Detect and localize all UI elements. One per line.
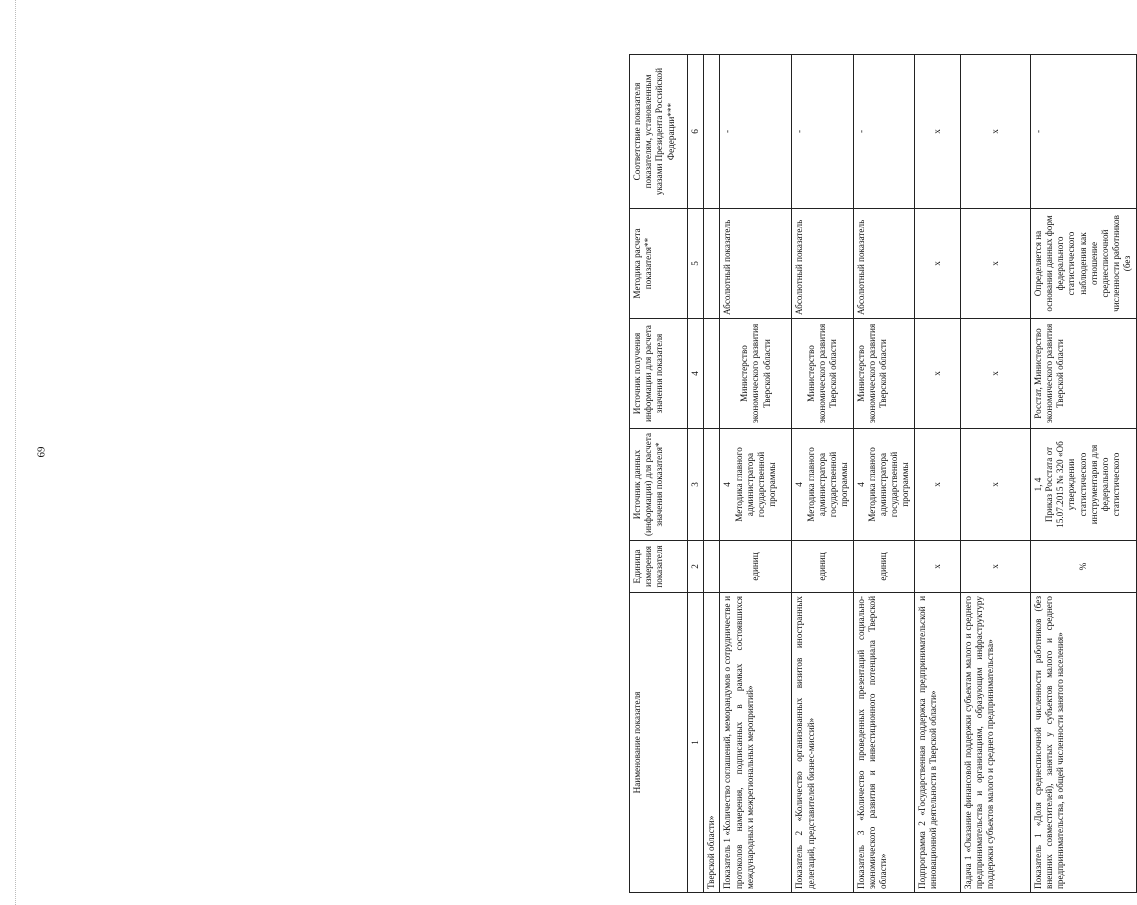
table-row [792,55,853,893]
table-row [853,55,914,893]
indicator-compliance: х [960,55,1030,209]
indicator-source-data: х [960,429,1030,541]
header-source-info: Источник получения информации для расчета значения показателя [630,319,688,429]
header-unit: Единица измерения показателя [630,541,688,593]
indicator-compliance: - [1030,55,1136,209]
stub-row [704,55,720,893]
indicator-compliance: х [914,55,960,209]
header-source-data: Источник данных (информации) для расчета значения показателя* [630,429,688,541]
indicator-name: Показатель 1 «Доля среднесписочной численности работников (без внешних совместителей), занятых у субъектов малого и среднего предпринимательства, в общей численности занятого населения» [1030,593,1136,893]
indicator-method: Абсолютный показатель [853,209,914,319]
table-row [960,55,1030,893]
table-row [1030,55,1136,893]
indicator-method: Абсолютный показатель [720,209,792,319]
row-ref: 4 [855,482,866,487]
indicator-source-data: х [914,429,960,541]
indicator-unit: единиц [720,541,792,593]
column-number-row [688,55,704,893]
indicator-unit: единиц [853,541,914,593]
task-name: Задача 1 «Оказание финансовой поддержки субъектам малого и среднего предпринимательства и организациям, образующим инфраструктуру поддержки субъектов малого и среднего предпринимательства» [960,593,1030,893]
indicator-source-info: Министерство экономического развития Тверской области [853,319,914,429]
column-number: 3 [688,429,704,541]
column-number: 5 [688,209,704,319]
indicator-method: х [914,209,960,319]
column-number: 1 [688,593,704,893]
indicator-source-info: Росстат, Министерство экономического развития Тверской области [1030,319,1136,429]
indicator-compliance: - [853,55,914,209]
table-row [720,55,792,893]
column-number: 6 [688,55,704,209]
indicator-unit: % [1030,541,1136,593]
page-number: 69 [35,446,48,458]
stub-name: Тверской области» [704,593,720,893]
indicator-source-data: 4 Методика главного администратора государственной программы [792,429,853,541]
indicator-source-info: Министерство экономического развития Тверской области [792,319,853,429]
row-ref: 4 [794,482,805,487]
column-number: 4 [688,319,704,429]
indicator-name: Показатель 3 «Количество проведенных презентаций социально-экономического развития и инвестиционного потенциала Тверской области» [853,593,914,893]
indicator-source-data: 4 Методика главного администратора государственной программы [853,429,914,541]
indicator-source-info: Министерство экономического развития Тверской области [720,319,792,429]
row-ref: 4 [722,482,733,487]
indicator-compliance: - [792,55,853,209]
scan-edge [5,0,16,905]
indicator-name: Показатель 1 «Количество соглашений, меморандумов о сотрудничестве и протоколов намерения, подписанных в рамках состоявшихся международных и межрегиональных мероприятий» [720,593,792,893]
indicator-source-info: х [914,319,960,429]
indicator-name: Показатель 2 «Количество организованных визитов иностранных делегаций, представителей бизнес-миссий» [792,593,853,893]
column-number: 2 [688,541,704,593]
indicator-method: Абсолютный показатель [792,209,853,319]
indicator-source-info: х [960,319,1030,429]
indicator-unit: х [914,541,960,593]
rotated-sheet [629,55,1133,893]
header-method: Методика расчета показателя** [630,209,688,319]
subprogram-name: Подпрограмма 2 «Государственная поддержка предпринимательской и инновационной деятельности в Тверской области» [914,593,960,893]
header-compliance: Соответствие показателя показателям, установленным указами Президента Российской Федерации*** [630,55,688,209]
indicator-compliance: - [720,55,792,209]
indicator-source-data: 1, 4 Приказ Росстата от 15.07.2015 № 320 «Об утверждении статистического инструментария для федерального статистического [1030,429,1136,541]
indicator-method: Определяется на основании данных форм федерального статистического наблюдения как отношение среднесписочной численности работников (без [1030,209,1136,319]
indicator-unit: х [960,541,1030,593]
indicator-unit: единиц [792,541,853,593]
indicator-source-data: 4 Методика главного администратора государственной программы [720,429,792,541]
indicators-table [629,54,1137,893]
header-name: Наименование показателя [630,593,688,893]
header-row [630,55,688,893]
table-row [914,55,960,893]
indicator-method: х [960,209,1030,319]
